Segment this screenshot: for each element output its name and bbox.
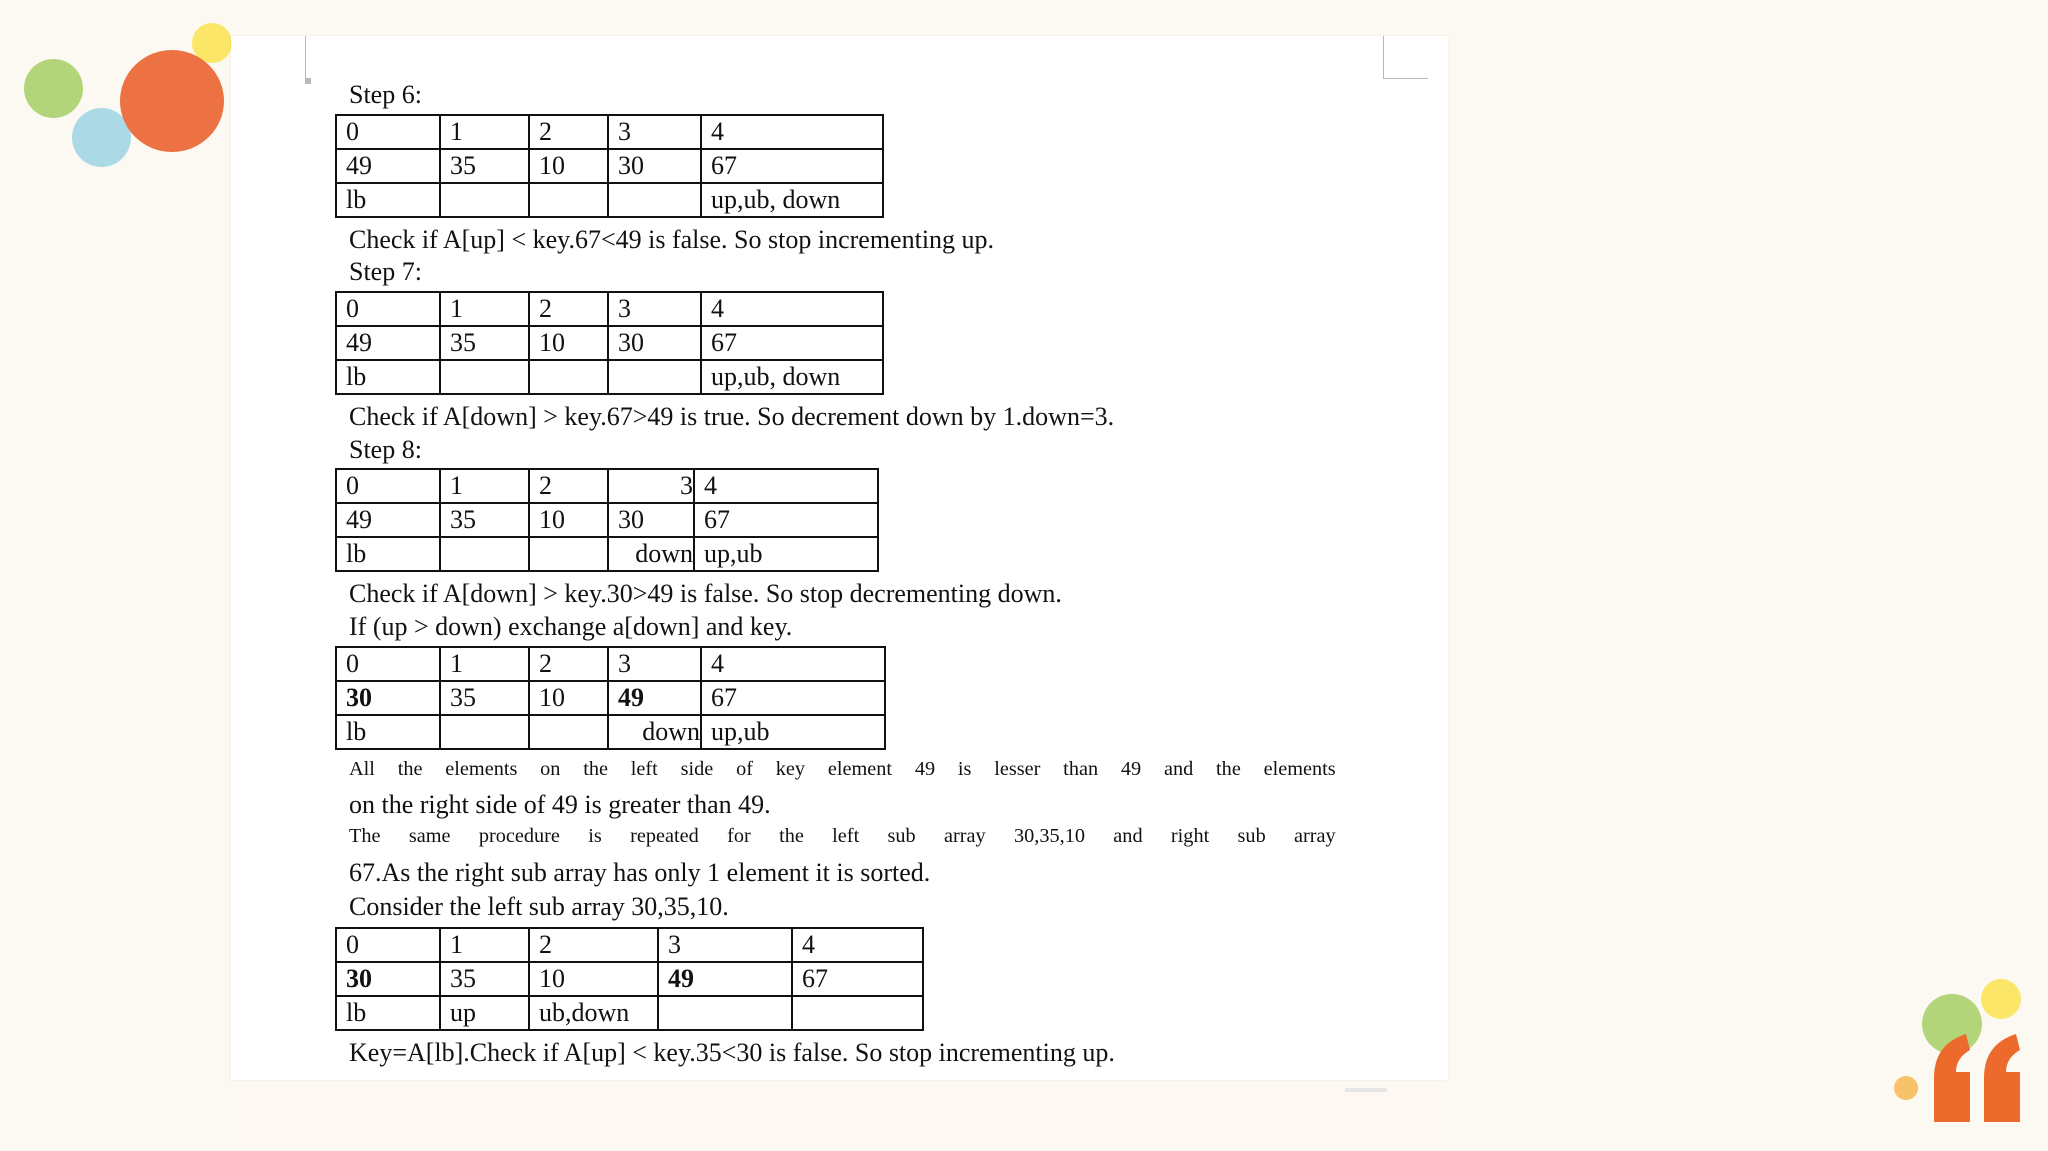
table-cell <box>440 360 529 394</box>
table-exchange <box>335 646 886 750</box>
table-cell: 10 <box>529 681 608 715</box>
step-8-label: Step 8: <box>349 435 422 464</box>
table-cell: 67 <box>694 503 878 537</box>
table-row <box>336 928 923 962</box>
table-cell: 0 <box>336 469 440 503</box>
table-cell: lb <box>336 537 440 571</box>
table-cell: up,ub, down <box>701 360 883 394</box>
table-cell <box>440 715 529 749</box>
table-cell <box>792 996 923 1030</box>
table-cell: 0 <box>336 928 440 962</box>
table-row <box>336 647 885 681</box>
table-cell <box>529 183 608 217</box>
decor-circle-yellow-br <box>1981 979 2021 1019</box>
table-cell: 3 <box>608 115 701 149</box>
table-cell <box>608 360 701 394</box>
table-cell: 4 <box>792 928 923 962</box>
table-cell: 35 <box>440 326 529 360</box>
table-cell <box>440 537 529 571</box>
paragraph: Check if A[down] > key.67>49 is true. So decrement down by 1.down=3. <box>349 402 1115 431</box>
table-row <box>336 503 878 537</box>
table-cell: lb <box>336 360 440 394</box>
table-row <box>336 537 878 571</box>
paragraph: Key=A[lb].Check if A[up] < key.35<30 is false. So stop incrementing up. <box>349 1038 1115 1067</box>
table-cell <box>658 996 792 1030</box>
table-cell: 30 <box>608 503 694 537</box>
table-cell: 4 <box>701 647 885 681</box>
table-cell: 30 <box>336 962 440 996</box>
table-cell: 2 <box>529 928 658 962</box>
table-step-7 <box>335 291 884 395</box>
table-cell: 1 <box>440 928 529 962</box>
table-cell <box>440 183 529 217</box>
table-cell: lb <box>336 183 440 217</box>
table-cell: 35 <box>440 681 529 715</box>
table-cell: 3 <box>608 469 694 503</box>
table-row <box>336 292 883 326</box>
paragraph: The same procedure is repeated for the left sub array 30,35,10 and right sub array <box>349 824 1336 847</box>
table-cell: 49 <box>336 326 440 360</box>
table-cell: up <box>440 996 529 1030</box>
table-cell: 35 <box>440 962 529 996</box>
table-cell: 67 <box>792 962 923 996</box>
table-cell: 0 <box>336 292 440 326</box>
table-cell: lb <box>336 996 440 1030</box>
table-cell: up,ub, down <box>701 183 883 217</box>
table-row <box>336 149 883 183</box>
table-cell <box>608 183 701 217</box>
paragraph: 67.As the right sub array has only 1 element it is sorted. <box>349 858 931 887</box>
table-cell: 30 <box>608 326 701 360</box>
table-cell: 1 <box>440 115 529 149</box>
table-cell: 30 <box>336 681 440 715</box>
table-cell: 0 <box>336 115 440 149</box>
table-cell: 2 <box>529 115 608 149</box>
table-cell: up,ub <box>694 537 878 571</box>
table-cell: 3 <box>608 647 701 681</box>
table-cell: ub,down <box>529 996 658 1030</box>
document-content <box>231 36 1448 1080</box>
table-row <box>336 681 885 715</box>
table-cell: 10 <box>529 326 608 360</box>
table-row <box>336 469 878 503</box>
table-cell: 67 <box>701 681 885 715</box>
table-cell: 2 <box>529 647 608 681</box>
table-cell <box>529 537 608 571</box>
table-cell: lb <box>336 715 440 749</box>
table-row <box>336 326 883 360</box>
paragraph: Consider the left sub array 30,35,10. <box>349 892 729 921</box>
table-cell: 2 <box>529 469 608 503</box>
paragraph: Check if A[down] > key.30>49 is false. So stop decrementing down. <box>349 579 1062 608</box>
page-bottom-mark <box>1345 1088 1387 1092</box>
paragraph: All the elements on the left side of key element 49 is lesser than 49 and the elements <box>349 757 1336 780</box>
table-row <box>336 183 883 217</box>
table-cell: 4 <box>701 115 883 149</box>
paragraph: Check if A[up] < key.67<49 is false. So stop incrementing up. <box>349 225 995 254</box>
table-row <box>336 962 923 996</box>
table-cell: 10 <box>529 149 608 183</box>
step-7-label: Step 7: <box>349 257 422 286</box>
table-cell: 3 <box>658 928 792 962</box>
table-row <box>336 715 885 749</box>
paragraph: on the right side of 49 is greater than 49. <box>349 790 771 819</box>
table-row <box>336 996 923 1030</box>
table-cell: 1 <box>440 292 529 326</box>
table-row <box>336 360 883 394</box>
table-cell: 10 <box>529 503 608 537</box>
page-bottom-strip <box>231 1082 1448 1151</box>
table-cell: 1 <box>440 469 529 503</box>
paragraph: If (up > down) exchange a[down] and key. <box>349 612 793 641</box>
table-row <box>336 115 883 149</box>
table-cell: 0 <box>336 647 440 681</box>
table-cell: 67 <box>701 149 883 183</box>
quote-mark-icon <box>1926 1030 2027 1122</box>
table-cell: down <box>608 537 694 571</box>
table-cell: 30 <box>608 149 701 183</box>
step-6-label: Step 6: <box>349 80 422 109</box>
decor-dot-amber <box>1894 1076 1918 1100</box>
table-cell: 4 <box>701 292 883 326</box>
table-cell: 49 <box>608 681 701 715</box>
table-cell: 1 <box>440 647 529 681</box>
table-cell: 10 <box>529 962 658 996</box>
decor-circle-orange <box>120 50 224 152</box>
table-cell: 67 <box>701 326 883 360</box>
table-left-subarray <box>335 927 924 1031</box>
table-cell: 2 <box>529 292 608 326</box>
table-cell: up,ub <box>701 715 885 749</box>
table-cell: down <box>608 715 701 749</box>
table-cell: 49 <box>336 149 440 183</box>
table-cell: 3 <box>608 292 701 326</box>
table-step-8 <box>335 468 879 572</box>
table-cell: 35 <box>440 149 529 183</box>
table-cell <box>529 715 608 749</box>
table-cell: 35 <box>440 503 529 537</box>
table-cell: 49 <box>658 962 792 996</box>
decor-circle-green <box>24 59 83 118</box>
document-page <box>231 36 1448 1080</box>
table-step-6 <box>335 114 884 218</box>
table-cell: 49 <box>336 503 440 537</box>
table-cell: 4 <box>694 469 878 503</box>
table-cell <box>529 360 608 394</box>
